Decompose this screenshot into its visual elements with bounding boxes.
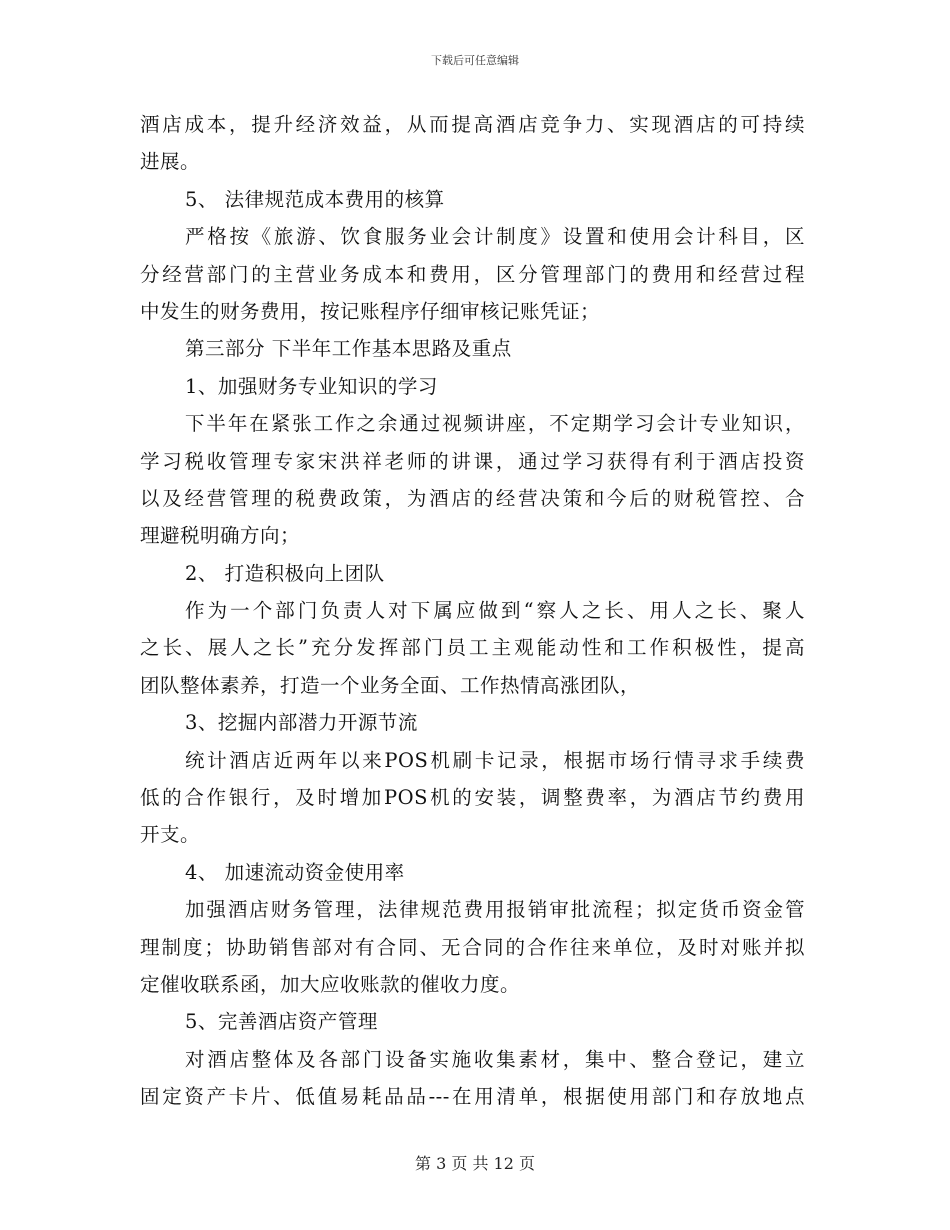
text-line: 进展。 <box>140 150 201 174</box>
text-line: 酒店成本，提升经济效益，从而提高酒店竞争力、实现酒店的可持续 <box>140 113 805 136</box>
text-line: 对酒店整体及各部门设备实施收集素材，集中、整合登记，建立 <box>185 1047 805 1071</box>
text-line: 开支。 <box>140 823 201 847</box>
text-line: 理制度；协助销售部对有合同、无合同的合作往来单位，及时对账并拟 <box>140 935 805 959</box>
text-line: 中发生的财务费用，按记账程序仔细审核记账凭证； <box>140 299 601 323</box>
text-line: 严格按《旅游、饮食服务业会计制度》设置和使用会计科目，区 <box>185 225 805 249</box>
text-line: 加强酒店财务管理，法律规范费用报销审批流程；拟定货币资金管 <box>185 898 805 922</box>
document-body <box>140 106 805 1116</box>
text-line: 之长、展人之长”充分发挥部门员工主观能动性和工作积极性，提高 <box>140 636 805 660</box>
part-heading: 第三部分 下半年工作基本思路及重点 <box>185 337 512 361</box>
download-note: 下载后可任意编辑 <box>431 54 519 67</box>
section-heading: 5、完善酒店资产管理 <box>185 1010 378 1034</box>
section-heading: 2、 打造积极向上团队 <box>185 561 385 585</box>
text-line: 低的合作银行，及时增加POS机的安装，调整费率，为酒店节约费用 <box>140 786 805 810</box>
text-line: 下半年在紧张工作之余通过视频讲座，不定期学习会计专业知识， <box>185 412 805 436</box>
page-number: 第 3 页 共 12 页 <box>415 1154 535 1173</box>
section-heading: 3、挖掘内部潜力开源节流 <box>185 711 418 735</box>
text-line: 团队整体素养，打造一个业务全面、工作热情高涨团队， <box>140 673 641 697</box>
text-line: 固定资产卡片、低值易耗品品---在用清单，根据使用部门和存放地点 <box>140 1085 805 1109</box>
text-line: 以及经营管理的税费政策，为酒店的经营决策和今后的财税管控、合 <box>140 486 805 510</box>
text-line: 定催收联系函，加大应收账款的催收力度。 <box>140 972 521 996</box>
text-line: 学习税收管理专家宋洪祥老师的讲课，通过学习获得有利于酒店投资 <box>140 449 805 473</box>
section-heading: 4、 加速流动资金使用率 <box>185 860 405 884</box>
text-line: 理避税明确方向； <box>140 524 301 548</box>
section-heading: 5、 法律规范成本费用的核算 <box>185 187 445 211</box>
text-line: 作为一个部门负责人对下属应做到“察人之长、用人之长、聚人 <box>185 599 805 623</box>
text-line: 统计酒店近两年以来POS机刷卡记录，根据市场行情寻求手续费 <box>185 748 805 772</box>
section-heading: 1、加强财务专业知识的学习 <box>185 374 438 398</box>
text-line: 分经营部门的主营业务成本和费用，区分管理部门的费用和经营过程 <box>140 262 805 286</box>
